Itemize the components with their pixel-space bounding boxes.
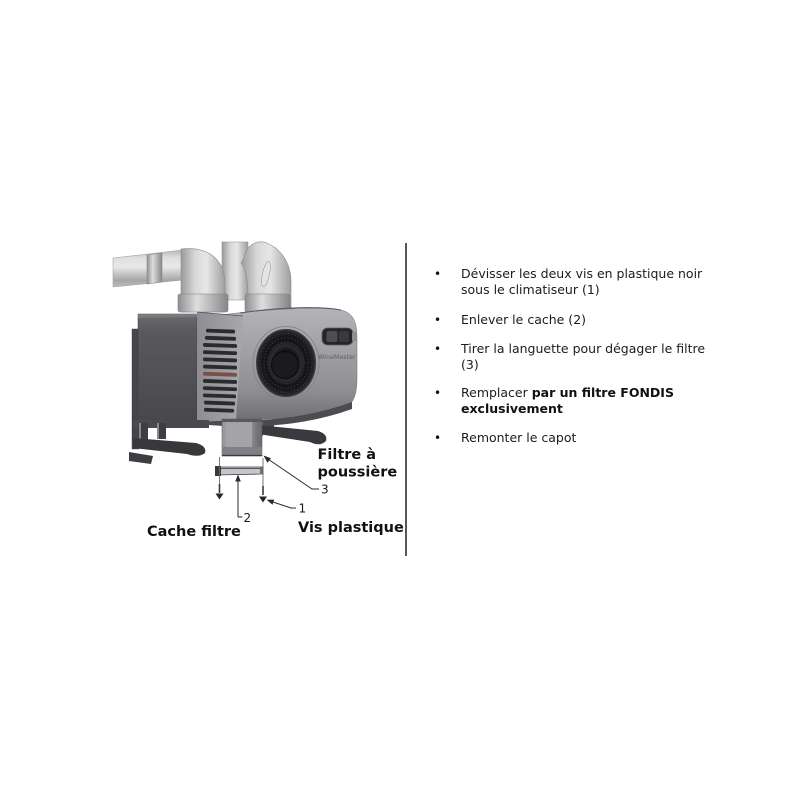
rear-housing [138, 314, 197, 422]
fan-hub [272, 352, 299, 379]
duct-pipe-left [113, 249, 228, 312]
instruction-text: Dévisser les deux vis en plastique noir [461, 266, 703, 281]
product-illustration [105, 232, 407, 544]
side-vent [322, 328, 357, 345]
instruction-item-remove-cover [430, 312, 775, 328]
pipe-collar-band [147, 253, 162, 284]
vertical-divider [405, 243, 407, 556]
instruction-text [461, 401, 775, 417]
instruction-text: Enlever le cache (2) [461, 312, 587, 327]
bullet-icon: • [434, 313, 442, 327]
label-filter-cover: Cache filtre [147, 524, 241, 540]
instruction-text-bold: par un filtre FONDIS [531, 385, 674, 400]
instruction-text: Tirer la languette pour dégager le filtre [461, 341, 706, 356]
instruction-item-replace-filter [430, 385, 775, 417]
label-dust-filter-line1: Filtre à [317, 447, 377, 463]
screw-left [216, 457, 224, 500]
instruction-item-pull-tab [430, 341, 775, 373]
duct-pipe-rear [222, 242, 248, 300]
instruction-text [461, 385, 775, 401]
label-plastic-screw: Vis plastique [298, 520, 404, 536]
callout-2-number: 2 [243, 511, 252, 525]
mounting-bracket-left [133, 420, 209, 456]
duct-pipe-right [241, 242, 291, 312]
bullet-icon: • [434, 431, 442, 445]
bullet-icon: • [434, 267, 442, 281]
filter-plate [215, 466, 263, 476]
brand-logo: WineMaster [318, 354, 356, 361]
bullet-icon: • [434, 342, 442, 356]
label-dust-filter-line2: poussière [317, 464, 398, 481]
fan [253, 327, 319, 400]
instruction-list [430, 266, 775, 446]
instruction-text: Remonter le capot [461, 430, 577, 445]
bullet-icon: • [434, 386, 442, 400]
callout-1-number: 1 [298, 501, 307, 516]
instruction-text-normal: Remplacer [461, 385, 532, 400]
instruction-text: (3) [461, 357, 479, 372]
filter-housing [222, 419, 262, 456]
callout-2 [235, 475, 251, 526]
instruction-item-unscrew [430, 266, 775, 298]
vent-panel [197, 312, 243, 422]
instruction-text: sous le climatiseur (1) [461, 282, 600, 297]
screw-right [259, 458, 267, 503]
instruction-text-bold: exclusivement [461, 401, 563, 416]
callout-3-number: 3 [321, 482, 329, 497]
pipe-sleeve-left [178, 294, 228, 312]
instruction-item-refit-cover [430, 430, 775, 446]
callout-1 [267, 500, 307, 516]
